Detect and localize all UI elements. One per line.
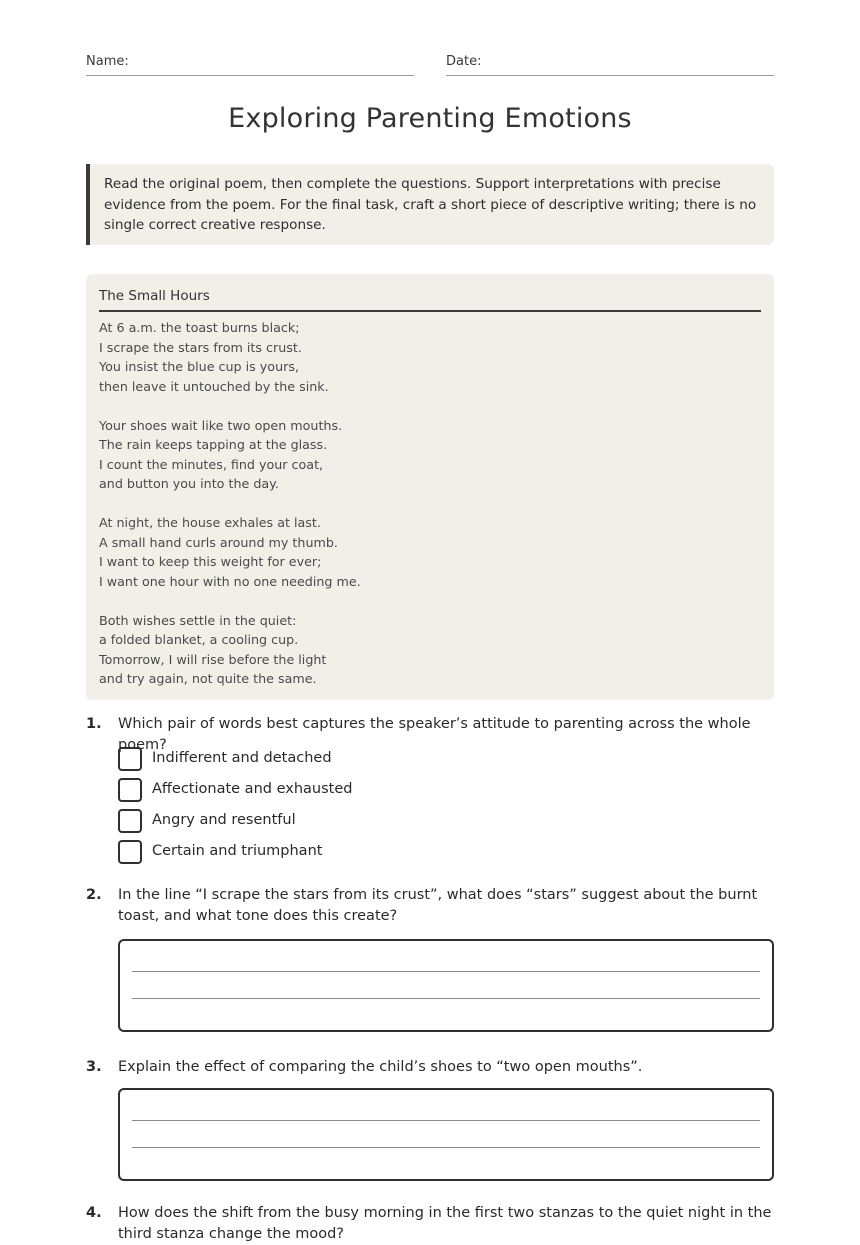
poem-body [99, 318, 761, 689]
poem-stanza [99, 611, 761, 689]
question-number: 4. [86, 1205, 102, 1221]
answer-line [132, 971, 760, 972]
poem-line: At night, the house exhales at last. [99, 515, 321, 530]
answer-line [132, 998, 760, 999]
checkbox[interactable] [118, 840, 142, 864]
name-field[interactable] [86, 54, 414, 76]
poem-line: Your shoes wait like two open mouths. [99, 417, 343, 433]
poem-line: Both wishes settle in the quiet: [99, 612, 297, 628]
checkbox[interactable] [118, 778, 142, 802]
question-text: How does the shift from the busy morning in the first two stanzas to the quiet night in the third stanza change the mood? [118, 1205, 772, 1242]
question-number: 2. [86, 887, 102, 903]
poem-line: I scrape the stars from its crust. [99, 339, 302, 355]
poem-line: and button you into the day. [99, 476, 279, 491]
poem-line: You insist the blue cup is yours, [99, 359, 299, 374]
poem-line: I want to keep this weight for ever; [99, 554, 322, 569]
answer-box[interactable] [118, 1088, 774, 1181]
checkbox[interactable] [118, 809, 142, 833]
option-label: Indifferent and detached [152, 750, 332, 766]
poem-line: I count the minutes, find your coat, [99, 456, 324, 472]
poem-stanza [99, 318, 761, 396]
poem-line: Tomorrow, I will rise before the light [99, 651, 327, 667]
page-title: Exploring Parenting Emotions [228, 103, 632, 134]
instructions-text: Read the original poem, then complete the questions. Support interpretations with precise evidence from the poem. For the final task, craft a short piece of descriptive writing; there is no single correct creative response. [104, 176, 757, 233]
header-fields [86, 54, 774, 76]
poem-line: A small hand curls around my thumb. [99, 534, 338, 550]
answer-box[interactable] [118, 939, 774, 1032]
poem-line: I want one hour with no one needing me. [99, 573, 361, 589]
option-label: Angry and resentful [152, 812, 296, 828]
question-text: Which pair of words best captures the speaker’s attitude to parenting across the whole poem? [118, 716, 751, 753]
poem-box [86, 274, 774, 700]
option-label: Affectionate and exhausted [152, 781, 353, 797]
poem-line: At 6 a.m. the toast burns black; [99, 320, 300, 335]
poem-title: The Small Hours [99, 286, 761, 312]
poem-line: a folded blanket, a cooling cup. [99, 632, 299, 647]
date-field[interactable] [446, 54, 774, 76]
date-label: Date: [446, 54, 482, 69]
name-label: Name: [86, 54, 129, 69]
question-number: 3. [86, 1059, 102, 1075]
poem-stanza [99, 416, 761, 494]
question-text: Explain the effect of comparing the child’s shoes to “two open mouths”. [118, 1059, 643, 1075]
poem-line: The rain keeps tapping at the glass. [99, 437, 328, 452]
checkbox[interactable] [118, 747, 142, 771]
poem-line: then leave it untouched by the sink. [99, 378, 329, 394]
option-label: Certain and triumphant [152, 843, 323, 859]
question-number: 1. [86, 716, 102, 732]
answer-line [132, 1120, 760, 1121]
question-text: In the line “I scrape the stars from its crust”, what does “stars” suggest about the burnt toast, and what tone does this create? [118, 887, 758, 924]
poem-line: and try again, not quite the same. [99, 671, 317, 686]
instructions-box [86, 164, 774, 245]
poem-stanza [99, 513, 761, 591]
answer-line [132, 1147, 760, 1148]
